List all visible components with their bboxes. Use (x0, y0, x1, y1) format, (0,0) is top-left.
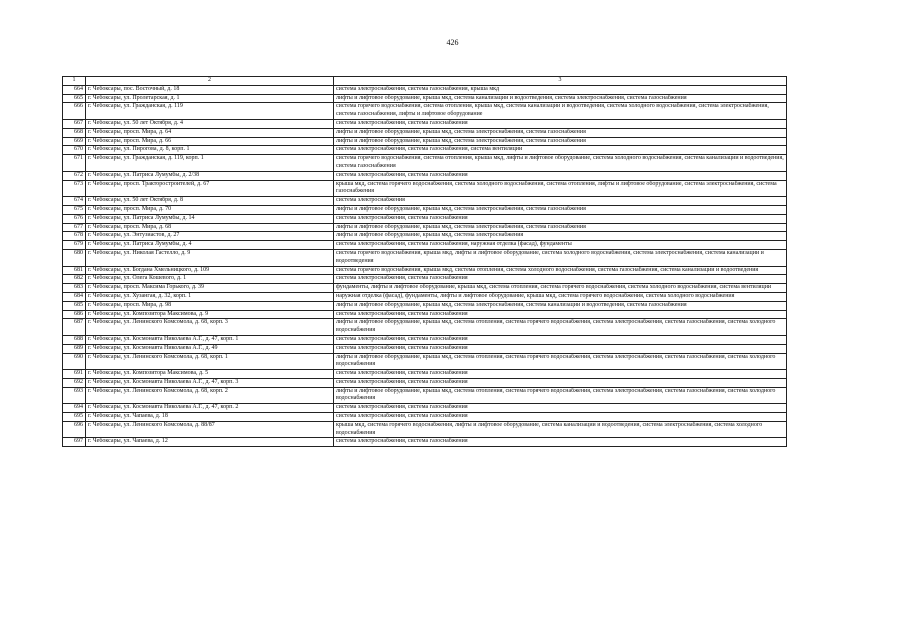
table-row (63, 353, 787, 370)
row-works: система электроснабжения, система газоснабжения (334, 275, 787, 284)
table-row (63, 292, 787, 301)
row-number: 671 (63, 155, 86, 172)
row-works: система электроснабжения, система газоснабжения (334, 310, 787, 319)
row-works: лифты и лифтовое оборудование, крыша мкд, система электроснабжения, система газоснабжения (334, 137, 787, 146)
table-row (63, 275, 787, 284)
row-works: система горячего водоснабжения, крыша мкд, лифты и лифтовое оборудование, система холодного водоснабжения, система электроснабжения, система канализации и водоотведения (334, 249, 787, 266)
table-row (63, 94, 787, 103)
row-number: 676 (63, 214, 86, 223)
row-number: 675 (63, 205, 86, 214)
row-address: г. Чебоксары, ул. Чапаева, д. 18 (86, 413, 334, 422)
table-row (63, 214, 787, 223)
row-works: система электроснабжения, система газоснабжения (334, 171, 787, 180)
row-number: 687 (63, 319, 86, 336)
table-body (63, 77, 787, 447)
row-works: фундаменты, лифты и лифтовое оборудование, крыша мкд, система отопления, система горячего водоснабжения, система холодного водоснабжения, система вентиляции (334, 284, 787, 293)
row-number: 697 (63, 438, 86, 447)
table-row (63, 310, 787, 319)
row-works: система электроснабжения, система газоснабжения (334, 413, 787, 422)
row-address: г. Чебоксары, ул. Богдана Хмельницкого, д. 109 (86, 266, 334, 275)
table-row (63, 241, 787, 250)
table-row (63, 344, 787, 353)
row-address: г. Чебоксары, ул. Ленинского Комсомола, д. 68, корп. 2 (86, 387, 334, 404)
row-works: лифты и лифтовое оборудование, крыша мкд, система электроснабжения (334, 232, 787, 241)
row-number: 667 (63, 119, 86, 128)
row-address: г. Чебоксары, ул. Ленинского Комсомола, д. 88/87 (86, 421, 334, 438)
table-row (63, 205, 787, 214)
row-works: система электроснабжения, система газоснабжения (334, 370, 787, 379)
row-works: система электроснабжения, система газоснабжения (334, 404, 787, 413)
row-works: наружная отделка (фасад), фундаменты, лифты и лифтовое оборудование, крыша мкд, система горячего водоснабжения, система холодного водоснабжения (334, 292, 787, 301)
row-works: система электроснабжения, система газоснабжения, наружная отделка (фасад), фундаменты (334, 241, 787, 250)
row-address: г. Чебоксары, ул. Ленинского Комсомола, д. 68, корп. 1 (86, 353, 334, 370)
row-works: система электроснабжения, система газоснабжения (334, 378, 787, 387)
row-number: 689 (63, 344, 86, 353)
table-row (63, 284, 787, 293)
row-address: г. Чебоксары, ул. Композитора Максимова, д. 5 (86, 370, 334, 379)
table-row (63, 249, 787, 266)
row-works: крыша мкд, система горячего водоснабжения, система холодного водоснабжения, система отопления, лифты и лифтовое оборудование, система электроснабжения, система газоснабжения (334, 180, 787, 197)
row-address: г. Чебоксары, ул. 50 лет Октября, д. 8 (86, 197, 334, 206)
row-number: 686 (63, 310, 86, 319)
row-address: г. Чебоксары, ул. Олега Кошевого, д. 1 (86, 275, 334, 284)
table-row (63, 128, 787, 137)
row-works: система электроснабжения, система газоснабжения (334, 335, 787, 344)
row-address: г. Чебоксары, ул. Композитора Максимова, д. 9 (86, 310, 334, 319)
row-address: г. Чебоксары, ул. Космонавта Николаева А.Г., д. 49 (86, 344, 334, 353)
column-header-1: 1 (63, 77, 86, 86)
row-address: г. Чебоксары, просп. Тракторостроителей, д. 67 (86, 180, 334, 197)
row-number: 693 (63, 387, 86, 404)
row-number: 692 (63, 378, 86, 387)
row-address: г. Чебоксары, просп. Мира, д. 64 (86, 128, 334, 137)
row-works: система горячего водоснабжения, система отопления, крыша мкд, лифты и лифтовое оборудование, система холодного водоснабжения, система канализации и водоотведения, система газоснабжения (334, 155, 787, 172)
row-number: 674 (63, 197, 86, 206)
row-number: 670 (63, 146, 86, 155)
row-address: г. Чебоксары, ул. Патриса Лумумбы, д. 14 (86, 214, 334, 223)
row-number: 666 (63, 103, 86, 120)
page-number: 426 (446, 38, 459, 47)
row-number: 685 (63, 301, 86, 310)
table-row (63, 155, 787, 172)
row-number: 668 (63, 128, 86, 137)
row-number: 695 (63, 413, 86, 422)
row-address: г. Чебоксары, ул. Патриса Лумумбы, д. 4 (86, 241, 334, 250)
row-address: г. Чебоксары, ул. Пирогова, д. 8, корп. 1 (86, 146, 334, 155)
registry-table (62, 76, 787, 447)
table-row (63, 335, 787, 344)
table-row (63, 85, 787, 94)
row-address: г. Чебоксары, просп. Мира, д. 70 (86, 205, 334, 214)
row-number: 673 (63, 180, 86, 197)
table-row (63, 421, 787, 438)
row-works: система электроснабжения, система газоснабжения, крыша мкд (334, 85, 787, 94)
row-works: система электроснабжения, система газоснабжения (334, 214, 787, 223)
row-number: 696 (63, 421, 86, 438)
row-works: лифты и лифтовое оборудование, крыша мкд, система канализации и водоотведения, система электроснабжения, система газоснабжения (334, 94, 787, 103)
row-address: г. Чебоксары, ул. Патриса Лумумбы, д. 2/38 (86, 171, 334, 180)
table-row (63, 171, 787, 180)
table-row (63, 119, 787, 128)
row-works: система горячего водоснабжения, крыша мкд, система отопления, система холодного водоснабжения, система газоснабжения, система канализации и водоотведения (334, 266, 787, 275)
row-address: г. Чебоксары, просп. Мира, д. 66 (86, 137, 334, 146)
row-number: 677 (63, 223, 86, 232)
table-row (63, 301, 787, 310)
row-address: г. Чебоксары, ул. Хузангая, д. 32, корп. 1 (86, 292, 334, 301)
row-works: крыша мкд, система горячего водоснабжения, лифты и лифтовое оборудование, система канализации и водоотведения, система электроснабжения, система холодного водоснабжения (334, 421, 787, 438)
table-row (63, 319, 787, 336)
row-number: 679 (63, 241, 86, 250)
row-works: лифты и лифтовое оборудование, крыша мкд, система отопления, система горячего водоснабжения, система электроснабжения, система газоснабжения, система холодного водоснабжения (334, 319, 787, 336)
table-row (63, 404, 787, 413)
column-header-2: 2 (86, 77, 334, 86)
table-row (63, 103, 787, 120)
table-row (63, 232, 787, 241)
row-works: система электроснабжения, система газоснабжения (334, 344, 787, 353)
row-works: система электроснабжения (334, 197, 787, 206)
table-row (63, 180, 787, 197)
table-row (63, 378, 787, 387)
row-number: 694 (63, 404, 86, 413)
table-row (63, 197, 787, 206)
row-address: г. Чебоксары, ул. Николая Гастелло, д. 9 (86, 249, 334, 266)
row-works: лифты и лифтовое оборудование, крыша мкд, система электроснабжения, система газоснабжения (334, 223, 787, 232)
row-number: 664 (63, 85, 86, 94)
row-works: система электроснабжения, система газоснабжения (334, 119, 787, 128)
row-works: система горячего водоснабжения, система отопления, крыша мкд, система канализации и водоотведения, система холодного водоснабжения, система электроснабжения, система газоснабжения, лифты и лифтовое оборудование (334, 103, 787, 120)
table-row (63, 146, 787, 155)
row-address: г. Чебоксары, просп. Максима Горького, д. 39 (86, 284, 334, 293)
row-address: г. Чебоксары, ул. Пролетарская, д. 1 (86, 94, 334, 103)
column-header-3: 3 (334, 77, 787, 86)
row-address: г. Чебоксары, ул. Космонавта Николаева А.Г., д. 47, корп. 1 (86, 335, 334, 344)
table-row (63, 387, 787, 404)
row-works: система электроснабжения, система газоснабжения (334, 438, 787, 447)
row-address: г. Чебоксары, пос. Восточный, д. 18 (86, 85, 334, 94)
table-row (63, 413, 787, 422)
table-header-row (63, 77, 787, 86)
row-works: лифты и лифтовое оборудование, крыша мкд, система электроснабжения, система газоснабжения (334, 128, 787, 137)
row-address: г. Чебоксары, просп. Мира, д. 68 (86, 223, 334, 232)
row-number: 680 (63, 249, 86, 266)
table-row (63, 266, 787, 275)
row-works: лифты и лифтовое оборудование, крыша мкд, система электроснабжения, система газоснабжения (334, 205, 787, 214)
row-number: 683 (63, 284, 86, 293)
row-address: г. Чебоксары, ул. Гражданская, д. 119, корп. 1 (86, 155, 334, 172)
row-address: г. Чебоксары, ул. Космонавта Николаева А.Г., д. 47, корп. 3 (86, 378, 334, 387)
row-address: г. Чебоксары, ул. Гражданская, д. 119 (86, 103, 334, 120)
row-works: лифты и лифтовое оборудование, крыша мкд, система отопления, система горячего водоснабжения, система электроснабжения, система газоснабжения, система холодного водоснабжения (334, 387, 787, 404)
row-works: лифты и лифтовое оборудование, крыша мкд, система отопления, система горячего водоснабжения, система электроснабжения, система газоснабжения, система холодного водоснабжения (334, 353, 787, 370)
row-number: 672 (63, 171, 86, 180)
row-number: 681 (63, 266, 86, 275)
row-number: 690 (63, 353, 86, 370)
row-number: 684 (63, 292, 86, 301)
row-number: 688 (63, 335, 86, 344)
row-address: г. Чебоксары, ул. Космонавта Николаева А.Г., д. 47, корп. 2 (86, 404, 334, 413)
row-works: система электроснабжения, система газоснабжения, система вентиляции (334, 146, 787, 155)
row-address: г. Чебоксары, ул. Энтузиастов, д. 27 (86, 232, 334, 241)
row-address: г. Чебоксары, ул. 50 лет Октября, д. 4 (86, 119, 334, 128)
row-number: 682 (63, 275, 86, 284)
row-number: 669 (63, 137, 86, 146)
table-row (63, 370, 787, 379)
table-row (63, 438, 787, 447)
row-address: г. Чебоксары, просп. Мира, д. 98 (86, 301, 334, 310)
row-address: г. Чебоксары, ул. Чапаева, д. 12 (86, 438, 334, 447)
table-row (63, 137, 787, 146)
row-address: г. Чебоксары, ул. Ленинского Комсомола, д. 68, корп. 3 (86, 319, 334, 336)
row-number: 665 (63, 94, 86, 103)
row-works: лифты и лифтовое оборудование, крыша мкд, система электроснабжения, система канализации и водоотведения, система газоснабжения (334, 301, 787, 310)
row-number: 678 (63, 232, 86, 241)
row-number: 691 (63, 370, 86, 379)
table-row (63, 223, 787, 232)
